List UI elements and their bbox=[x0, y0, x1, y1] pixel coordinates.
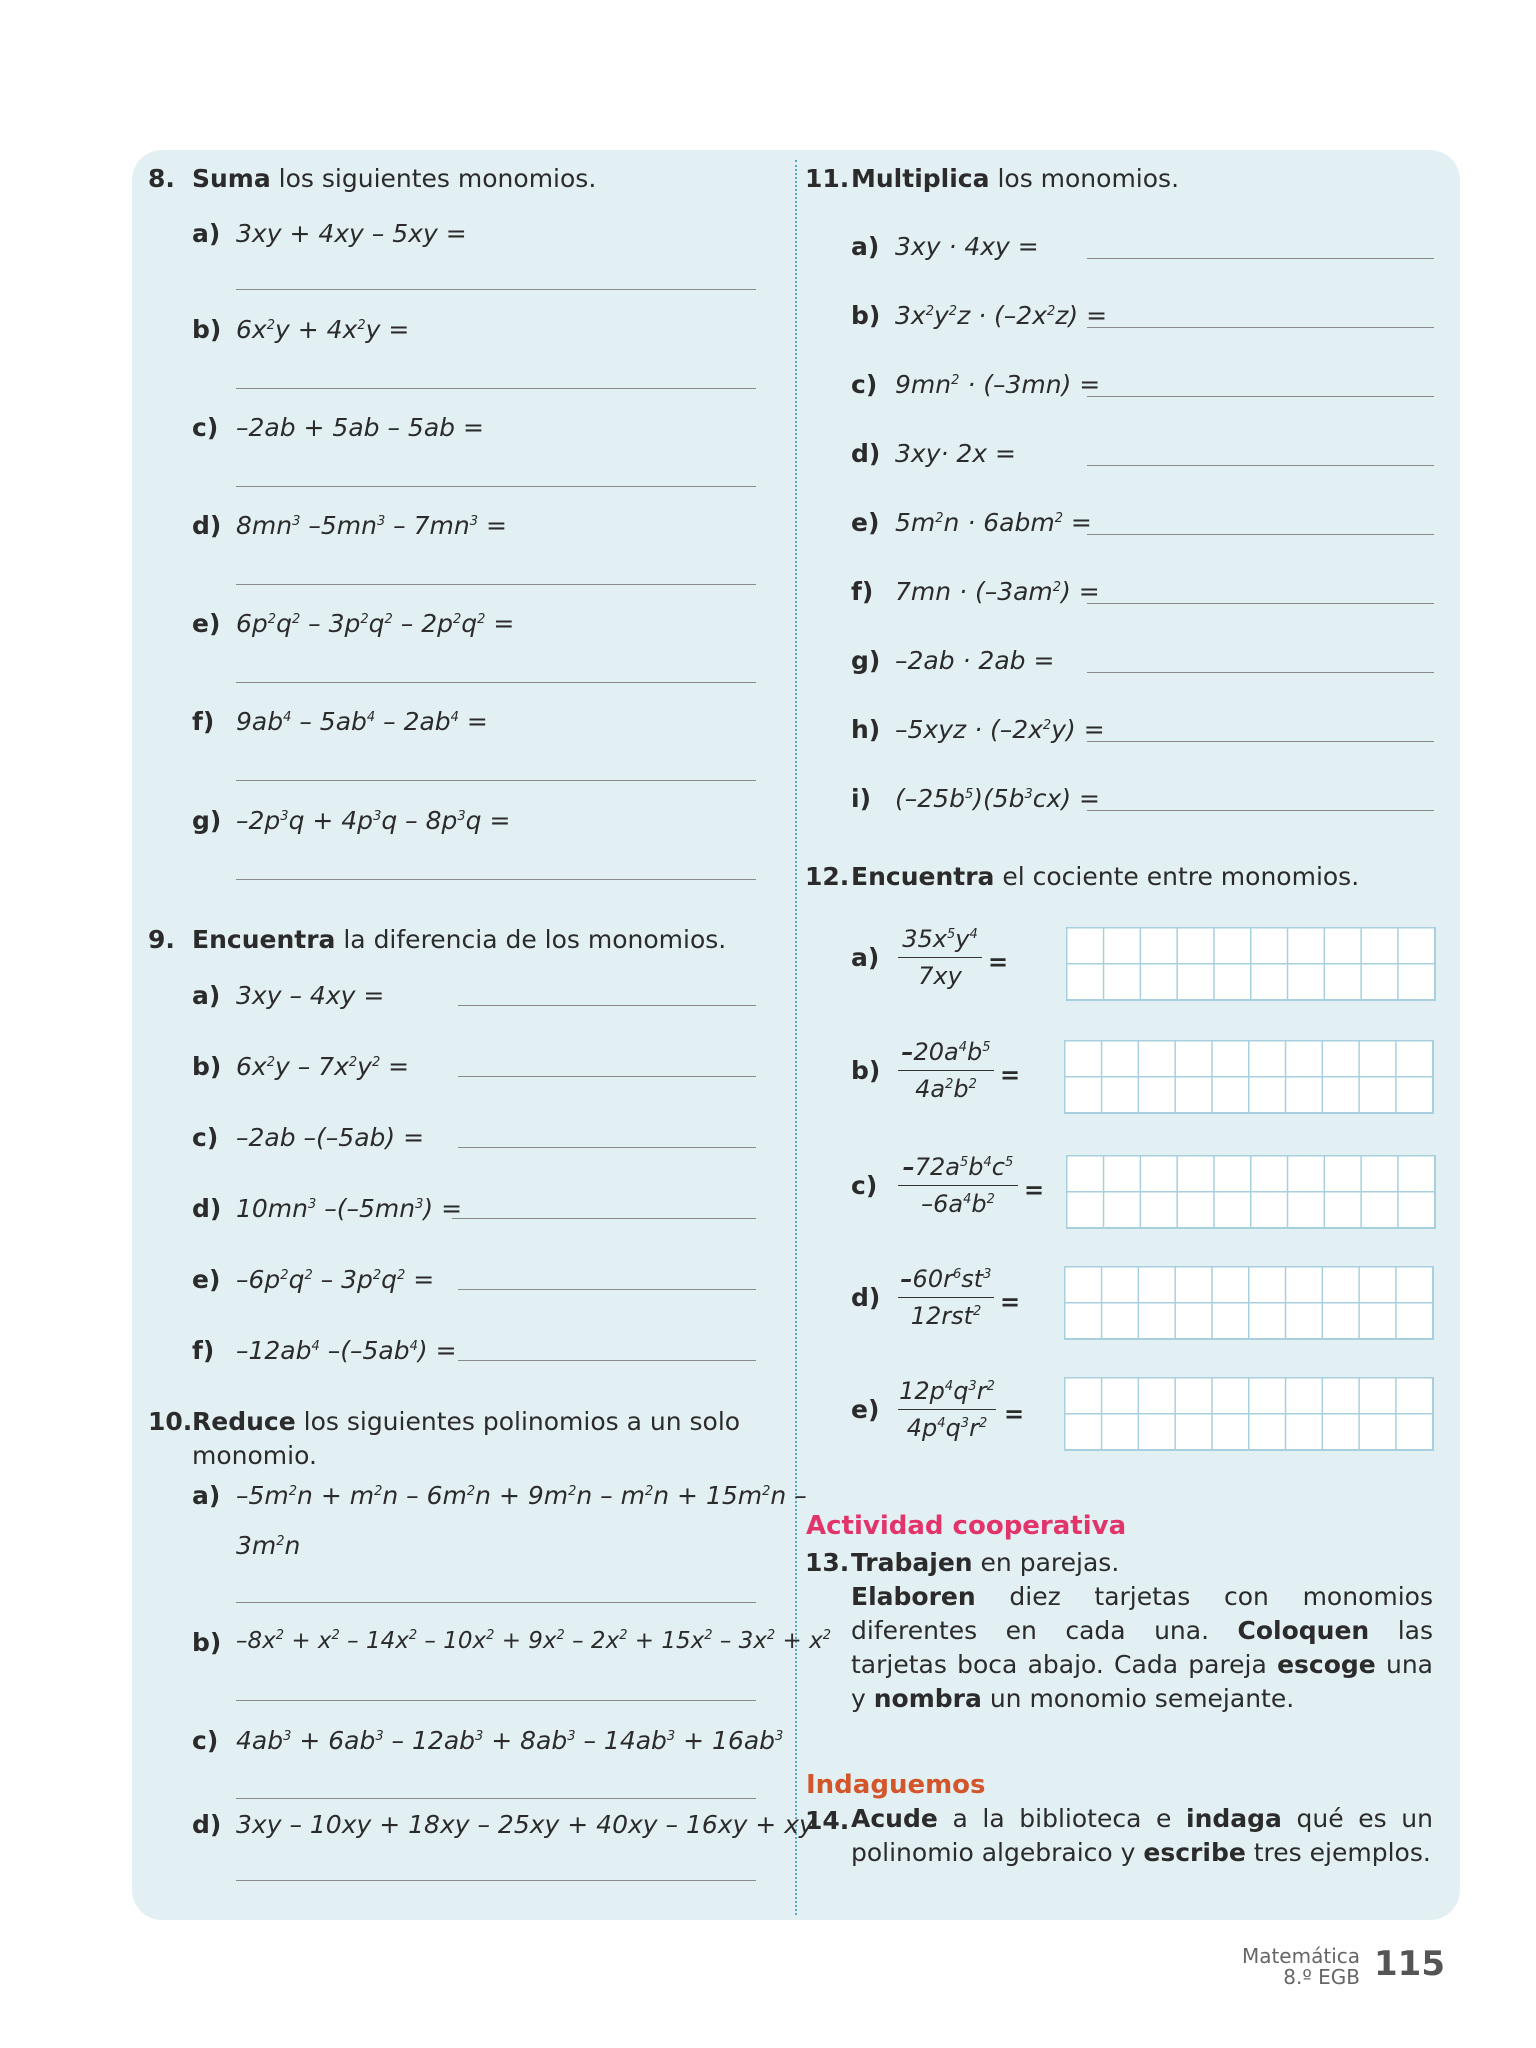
cooperative-activity-title: Actividad cooperativa bbox=[806, 1511, 1127, 1541]
ex12-label-c: c) bbox=[851, 1171, 878, 1200]
ex8-answer-line-b[interactable] bbox=[236, 388, 756, 389]
ex12-label-a: a) bbox=[851, 943, 880, 972]
ex9-label-b: b) bbox=[192, 1052, 222, 1081]
ex11-answer-line-h[interactable] bbox=[1087, 741, 1434, 742]
ex12-answer-grid-d[interactable] bbox=[1064, 1266, 1434, 1340]
ex11-expr-i: $(-25b^5)(5b^3cx)$ = bbox=[895, 784, 1100, 813]
ex11-answer-line-i[interactable] bbox=[1087, 810, 1434, 811]
ex12-label-e: e) bbox=[851, 1395, 880, 1424]
ex10-number: 10. bbox=[148, 1407, 193, 1436]
ex9-label-a: a) bbox=[192, 981, 221, 1010]
ex10-expr-d: 3xy – 10xy + 18xy – 25xy + 40xy – 16xy + xy bbox=[236, 1810, 814, 1839]
ex12-fraction-e: $12p^4q^3r^2$ $4p^4q^3r^2$ bbox=[899, 1377, 995, 1442]
ex8-answer-line-e[interactable] bbox=[236, 682, 756, 683]
ex8-label-d: d) bbox=[192, 511, 222, 540]
ex13-intro: Trabajen en parejas. bbox=[851, 1548, 1120, 1577]
ex9-expr-a: 3xy – 4xy = bbox=[236, 981, 385, 1010]
ex12-fraction-a: $35x^5y^4$ 7xy bbox=[898, 925, 982, 990]
ex12-equals-b: = bbox=[1000, 1061, 1021, 1089]
ex12-fraction-b: $-20a^4b^5$ $4a^2b^2$ bbox=[898, 1038, 994, 1103]
ex12-number: 12. bbox=[805, 862, 850, 891]
ex12-equals-e: = bbox=[1004, 1400, 1025, 1428]
ex11-label-g: g) bbox=[851, 646, 881, 675]
ex12-label-d: d) bbox=[851, 1283, 881, 1312]
ex11-expr-c: $9mn^2 \cdot (-3mn)$ = bbox=[895, 370, 1101, 399]
ex9-label-d: d) bbox=[192, 1194, 222, 1223]
ex12-answer-grid-a[interactable] bbox=[1066, 927, 1436, 1001]
ex10-heading: Reduce los siguientes polinomios a un solo bbox=[192, 1407, 741, 1436]
ex8-answer-line-f[interactable] bbox=[236, 780, 756, 781]
ex12-heading: Encuentra el cociente entre monomios. bbox=[851, 862, 1360, 891]
ex8-number: 8. bbox=[148, 164, 175, 193]
ex11-answer-line-d[interactable] bbox=[1087, 465, 1434, 466]
ex11-expr-a: 3xy · 4xy = bbox=[895, 232, 1039, 261]
ex10-expr-a-cont: $3m^2n$ bbox=[236, 1531, 301, 1560]
ex9-expr-c: –2ab –(–5ab) = bbox=[236, 1123, 425, 1152]
ex10-label-c: c) bbox=[192, 1726, 219, 1755]
page-number: 115 bbox=[1374, 1944, 1445, 1984]
ex11-label-i: i) bbox=[851, 784, 871, 813]
ex9-answer-line-a[interactable] bbox=[458, 1005, 756, 1006]
ex9-answer-line-c[interactable] bbox=[458, 1147, 756, 1148]
ex8-expr-b: $6x^2y + 4x^2y$ = bbox=[236, 315, 410, 344]
ex11-label-d: d) bbox=[851, 439, 881, 468]
ex8-label-b: b) bbox=[192, 315, 222, 344]
ex9-label-f: f) bbox=[192, 1336, 215, 1365]
footer-grade: 8.º EGB bbox=[1283, 1965, 1360, 1989]
ex14-number: 14. bbox=[805, 1806, 850, 1835]
ex12-equals-a: = bbox=[988, 948, 1009, 976]
ex12-fraction-c: $-72a^5b^4c^5$ $-6a^4b^2$ bbox=[898, 1153, 1018, 1218]
ex11-expr-e: $5m^2n \cdot 6abm^2$ = bbox=[895, 508, 1092, 537]
ex12-answer-grid-b[interactable] bbox=[1064, 1040, 1434, 1114]
ex8-expr-a: 3xy + 4xy – 5xy = bbox=[236, 219, 467, 248]
ex8-label-c: c) bbox=[192, 413, 219, 442]
ex12-equals-c: = bbox=[1024, 1176, 1045, 1204]
ex8-heading: Suma los siguientes monomios. bbox=[192, 164, 597, 193]
ex8-label-g: g) bbox=[192, 806, 222, 835]
ex9-label-e: e) bbox=[192, 1265, 221, 1294]
ex10-answer-line-c[interactable] bbox=[236, 1798, 756, 1799]
ex8-answer-line-g[interactable] bbox=[236, 879, 756, 880]
ex14-instructions: Acude a la biblioteca e indaga qué es un polinomio algebraico y escribe tres ejemplos. bbox=[851, 1804, 1433, 1867]
ex9-answer-line-f[interactable] bbox=[458, 1360, 756, 1361]
footer-subject: Matemática bbox=[1241, 1944, 1360, 1968]
ex12-equals-d: = bbox=[1000, 1288, 1021, 1316]
ex8-expr-d: $8mn^3$ $-5mn^3 - 7mn^3$ = bbox=[236, 511, 507, 540]
ex8-expr-c: –2ab + 5ab – 5ab = bbox=[236, 413, 484, 442]
ex13-instructions: Elaboren diez tarjetas con monomios diferentes en cada una. Coloquen las tarjetas boca abajo. Cada pareja escoge una y nombra un monomio semejante. bbox=[851, 1582, 1433, 1713]
ex10-expr-a: $-5m^2n + m^2n - 6m^2n + 9m^2n - m^2n + 15m^2n$ – bbox=[236, 1481, 807, 1510]
ex11-label-a: a) bbox=[851, 232, 880, 261]
ex12-answer-grid-c[interactable] bbox=[1066, 1155, 1436, 1229]
ex8-expr-e: $6p^2q^2 - 3p^2q^2 - 2p^2q^2$ = bbox=[236, 609, 515, 638]
ex11-expr-h: $-5xyz \cdot (-2x^2y)$ = bbox=[895, 715, 1105, 744]
ex11-answer-line-f[interactable] bbox=[1087, 603, 1434, 604]
ex9-number: 9. bbox=[148, 925, 175, 954]
ex11-label-f: f) bbox=[851, 577, 874, 606]
ex11-expr-f: $7mn \cdot (-3am^2)$ = bbox=[895, 577, 1100, 606]
ex9-answer-line-b[interactable] bbox=[458, 1076, 756, 1077]
ex9-label-c: c) bbox=[192, 1123, 219, 1152]
ex8-answer-line-d[interactable] bbox=[236, 584, 756, 585]
ex10-label-d: d) bbox=[192, 1810, 222, 1839]
ex10-answer-line-b[interactable] bbox=[236, 1700, 756, 1701]
ex10-answer-line-a[interactable] bbox=[236, 1602, 756, 1603]
ex11-label-e: e) bbox=[851, 508, 880, 537]
ex10-answer-line-d[interactable] bbox=[236, 1880, 756, 1881]
ex11-answer-line-a[interactable] bbox=[1087, 258, 1434, 259]
ex11-label-b: b) bbox=[851, 301, 881, 330]
ex8-label-e: e) bbox=[192, 609, 221, 638]
ex11-label-c: c) bbox=[851, 370, 878, 399]
ex10-label-b: b) bbox=[192, 1628, 222, 1657]
ex11-answer-line-b[interactable] bbox=[1087, 327, 1434, 328]
ex9-expr-b: $6x^2y - 7x^2y^2$ = bbox=[236, 1052, 410, 1081]
ex10-heading-cont: monomio. bbox=[192, 1441, 317, 1470]
ex9-answer-line-e[interactable] bbox=[458, 1289, 756, 1290]
ex10-label-a: a) bbox=[192, 1481, 221, 1510]
ex11-heading: Multiplica los monomios. bbox=[851, 164, 1180, 193]
ex12-label-b: b) bbox=[851, 1056, 881, 1085]
ex9-heading: Encuentra la diferencia de los monomios. bbox=[192, 925, 727, 954]
ex9-answer-line-d[interactable] bbox=[452, 1218, 756, 1219]
ex11-answer-line-c[interactable] bbox=[1087, 396, 1434, 397]
ex12-answer-grid-e[interactable] bbox=[1064, 1377, 1434, 1451]
ex11-number: 11. bbox=[805, 164, 850, 193]
ex9-expr-e: $-6p^2q^2 - 3p^2q^2$ = bbox=[236, 1265, 435, 1294]
ex8-expr-g: $-2p^3q + 4p^3q - 8p^3q$ = bbox=[236, 806, 511, 835]
ex11-expr-d: 3xy· 2x = bbox=[895, 439, 1016, 468]
research-section-title: Indaguemos bbox=[806, 1770, 986, 1800]
ex8-label-a: a) bbox=[192, 219, 221, 248]
ex11-expr-g: –2ab · 2ab = bbox=[895, 646, 1055, 675]
ex10-expr-c: $4ab^3 + 6ab^3 - 12ab^3 + 8ab^3 - 14ab^3 + 16ab^3$ bbox=[236, 1726, 784, 1755]
ex11-answer-line-g[interactable] bbox=[1087, 672, 1434, 673]
ex8-expr-f: $9ab^4 - 5ab^4 - 2ab^4$ = bbox=[236, 707, 488, 736]
ex9-expr-f: $-12ab^4$ $-(-5ab^4)$ = bbox=[236, 1336, 457, 1365]
ex12-fraction-d: $-60r^6st^3$ 12rst$^2$ bbox=[898, 1265, 994, 1330]
ex10-expr-b: $-8x^2 + x^2 - 14x^2 - 10x^2 + 9x^2 - 2x^2 + 15x^2 - 3x^2 + x^2$ bbox=[236, 1628, 831, 1654]
ex13-number: 13. bbox=[805, 1548, 850, 1577]
ex11-expr-b: $3x^2y^2z \cdot (-2x^2z)$ = bbox=[895, 301, 1108, 330]
ex8-answer-line-c[interactable] bbox=[236, 486, 756, 487]
ex11-label-h: h) bbox=[851, 715, 881, 744]
ex8-label-f: f) bbox=[192, 707, 215, 736]
ex11-answer-line-e[interactable] bbox=[1087, 534, 1434, 535]
ex9-expr-d: $10mn^3$ $-(-5mn^3)$ = bbox=[236, 1194, 463, 1223]
ex8-answer-line-a[interactable] bbox=[236, 289, 756, 290]
